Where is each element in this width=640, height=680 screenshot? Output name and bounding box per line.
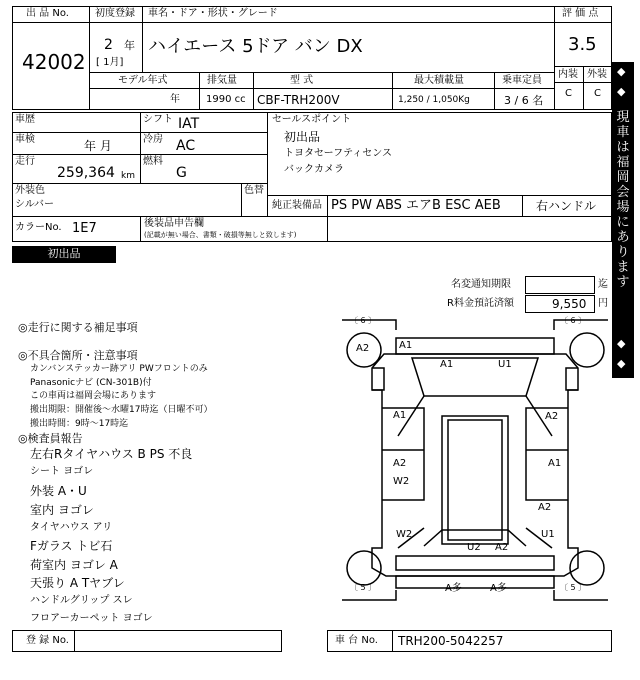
max-load-value: 1,250 / 1,050Kg: [398, 95, 470, 105]
color-no-label: カラーNo.: [15, 222, 62, 233]
diamond-icon: ◆: [617, 85, 626, 98]
inspector-item: 室内 ヨゴレ: [30, 503, 94, 517]
defect-item: この車両は福岡会場にあります: [30, 391, 157, 401]
tire-label-rl: 〔 5 〕: [350, 583, 377, 592]
mileage-unit: km: [121, 171, 135, 181]
displacement-label: 排気量: [207, 75, 237, 86]
damage-mark: A多: [445, 583, 462, 594]
capacity-value: 3 / 6 名: [504, 94, 544, 107]
inspector-item: 天張り A Tヤブレ: [30, 576, 125, 590]
chassis-no-label: 車 台 No.: [335, 635, 378, 646]
damage-mark: A2: [495, 542, 509, 553]
driving-notes-label: ◎走行に関する補足事項: [18, 321, 138, 334]
ac-label: 冷房: [143, 134, 163, 145]
inspector-item: フロアーカーペット ヨゴレ: [30, 613, 153, 624]
damage-mark: W2: [393, 476, 410, 487]
inspection-label: 車検: [15, 134, 35, 145]
history-label: 車歴: [15, 114, 35, 125]
first-reg-year: 2: [104, 37, 113, 53]
handle-value: 右ハンドル: [536, 199, 597, 213]
first-listing-badge: 初出品: [12, 246, 116, 263]
recycle-label: R料金預託済額: [447, 298, 514, 309]
max-load-label: 最大積載量: [414, 75, 464, 86]
diamond-icon: ◆: [617, 357, 626, 370]
exterior-label: 外装: [587, 69, 607, 80]
damage-mark: A1: [393, 410, 407, 421]
defect-item: Panasonicナビ (CN-301B)付: [30, 378, 152, 388]
inspector-item: Fガラス トビ石: [30, 539, 113, 553]
equip-label: 純正装備品: [272, 200, 322, 211]
shift-label: シフト: [143, 114, 173, 125]
notice-unit: 迄: [598, 279, 608, 290]
damage-mark: U2: [467, 542, 481, 553]
notice-value-box: [525, 276, 595, 294]
sales-point: トヨタセーフティセンス: [284, 148, 392, 159]
type-value: CBF-TRH200V: [257, 93, 340, 107]
damage-mark: A1: [399, 340, 413, 351]
interior-label: 内装: [558, 69, 578, 80]
tire-label-fr: 〔 6 〕: [560, 316, 587, 325]
inspector-item: 外装 A・U: [30, 484, 87, 498]
fuel-label: 燃料: [143, 156, 163, 167]
side-notice-text: 現車は福岡会場にあります: [616, 110, 630, 290]
fuel-value: G: [176, 165, 187, 181]
damage-mark: U1: [541, 529, 555, 540]
color-label: 外装色: [15, 185, 45, 196]
year-unit: 年: [124, 39, 135, 52]
damage-mark: A1: [548, 458, 562, 469]
mileage-label: 走行: [15, 156, 35, 167]
sales-label: セールスポイント: [272, 114, 352, 125]
defect-item: 搬出時間：9時～17時迄: [30, 419, 129, 429]
damage-mark: A2: [393, 458, 407, 469]
recycle-unit: 円: [598, 298, 608, 309]
defect-item: 搬出期限：開催後～水曜17時迄（日曜不可）: [30, 405, 213, 415]
damage-mark: A2: [545, 411, 559, 422]
inspector-item: 左右Rタイヤハウス B PS 不良: [30, 447, 193, 461]
color-sub-label: 色替: [244, 185, 264, 196]
model-year-label: モデル年式: [118, 75, 168, 86]
lot-number: 42002: [22, 50, 86, 74]
defects-label: ◎不具合箇所・注意事項: [18, 349, 138, 362]
diamond-icon: ◆: [617, 65, 626, 78]
tire-label-rr: 〔 5 〕: [560, 583, 587, 592]
ac-value: AC: [176, 138, 196, 154]
score-label: 評 価 点: [562, 8, 599, 19]
displacement-value: 1990 cc: [206, 94, 246, 105]
equip-value: PS PW ABS エアB ESC AEB: [331, 198, 501, 213]
inspection-value: 年 月: [84, 139, 112, 153]
mileage-value: 259,364: [57, 165, 115, 181]
chassis-no-value: TRH200-5042257: [398, 634, 504, 648]
capacity-label: 乗車定員: [502, 75, 542, 86]
damage-mark: A多: [490, 583, 507, 594]
aftermarket-label: 後装品申告欄: [144, 218, 204, 229]
color-no-value: 1E7: [72, 221, 97, 236]
name-label: 車名・ドア・形状・グレード: [148, 8, 278, 19]
sales-point: バックカメラ: [284, 164, 344, 175]
inspector-item: シート ヨゴレ: [30, 466, 94, 477]
notice-label: 名変通知期限: [451, 279, 511, 290]
car-damage-diagram: [338, 316, 612, 604]
defect-item: カンバンステッカー跡アリ PWフロントのみ: [30, 364, 208, 374]
damage-mark: W2: [396, 529, 413, 540]
first-reg-label: 初度登録: [95, 8, 135, 19]
model-year-unit: 年: [170, 94, 180, 105]
car-name: ハイエース 5ドア バン DX: [148, 36, 363, 57]
damage-mark: A2: [356, 343, 370, 354]
damage-mark: A2: [538, 502, 552, 513]
side-notice-band: [612, 62, 634, 378]
color-value: シルバー: [15, 199, 55, 210]
aftermarket-note: (記載が無い場合、書類・破損等無しと致します): [144, 231, 297, 239]
damage-mark: U1: [498, 359, 512, 370]
inspector-item: タイヤハウス アリ: [30, 522, 113, 533]
reg-no-label: 登 録 No.: [26, 635, 69, 646]
first-reg-month: [ 1月]: [96, 57, 124, 68]
diamond-icon: ◆: [617, 337, 626, 350]
damage-mark: A1: [440, 359, 454, 370]
inspector-label: ◎検査員報告: [18, 432, 83, 445]
color-no-box: [12, 216, 612, 242]
tire-label-fl: 〔 6 〕: [350, 316, 377, 325]
lot-label: 出 品 No.: [26, 8, 69, 19]
type-label: 型 式: [290, 75, 314, 86]
inspector-item: 荷室内 ヨゴレ A: [30, 558, 118, 572]
exterior-grade: C: [594, 88, 601, 99]
interior-grade: C: [565, 88, 572, 99]
sales-point: 初出品: [284, 130, 321, 144]
shift-value: IAT: [178, 116, 200, 132]
recycle-value: 9,550: [552, 297, 587, 311]
score-value: 3.5: [568, 34, 597, 55]
inspector-item: ハンドルグリップ スレ: [30, 595, 133, 606]
